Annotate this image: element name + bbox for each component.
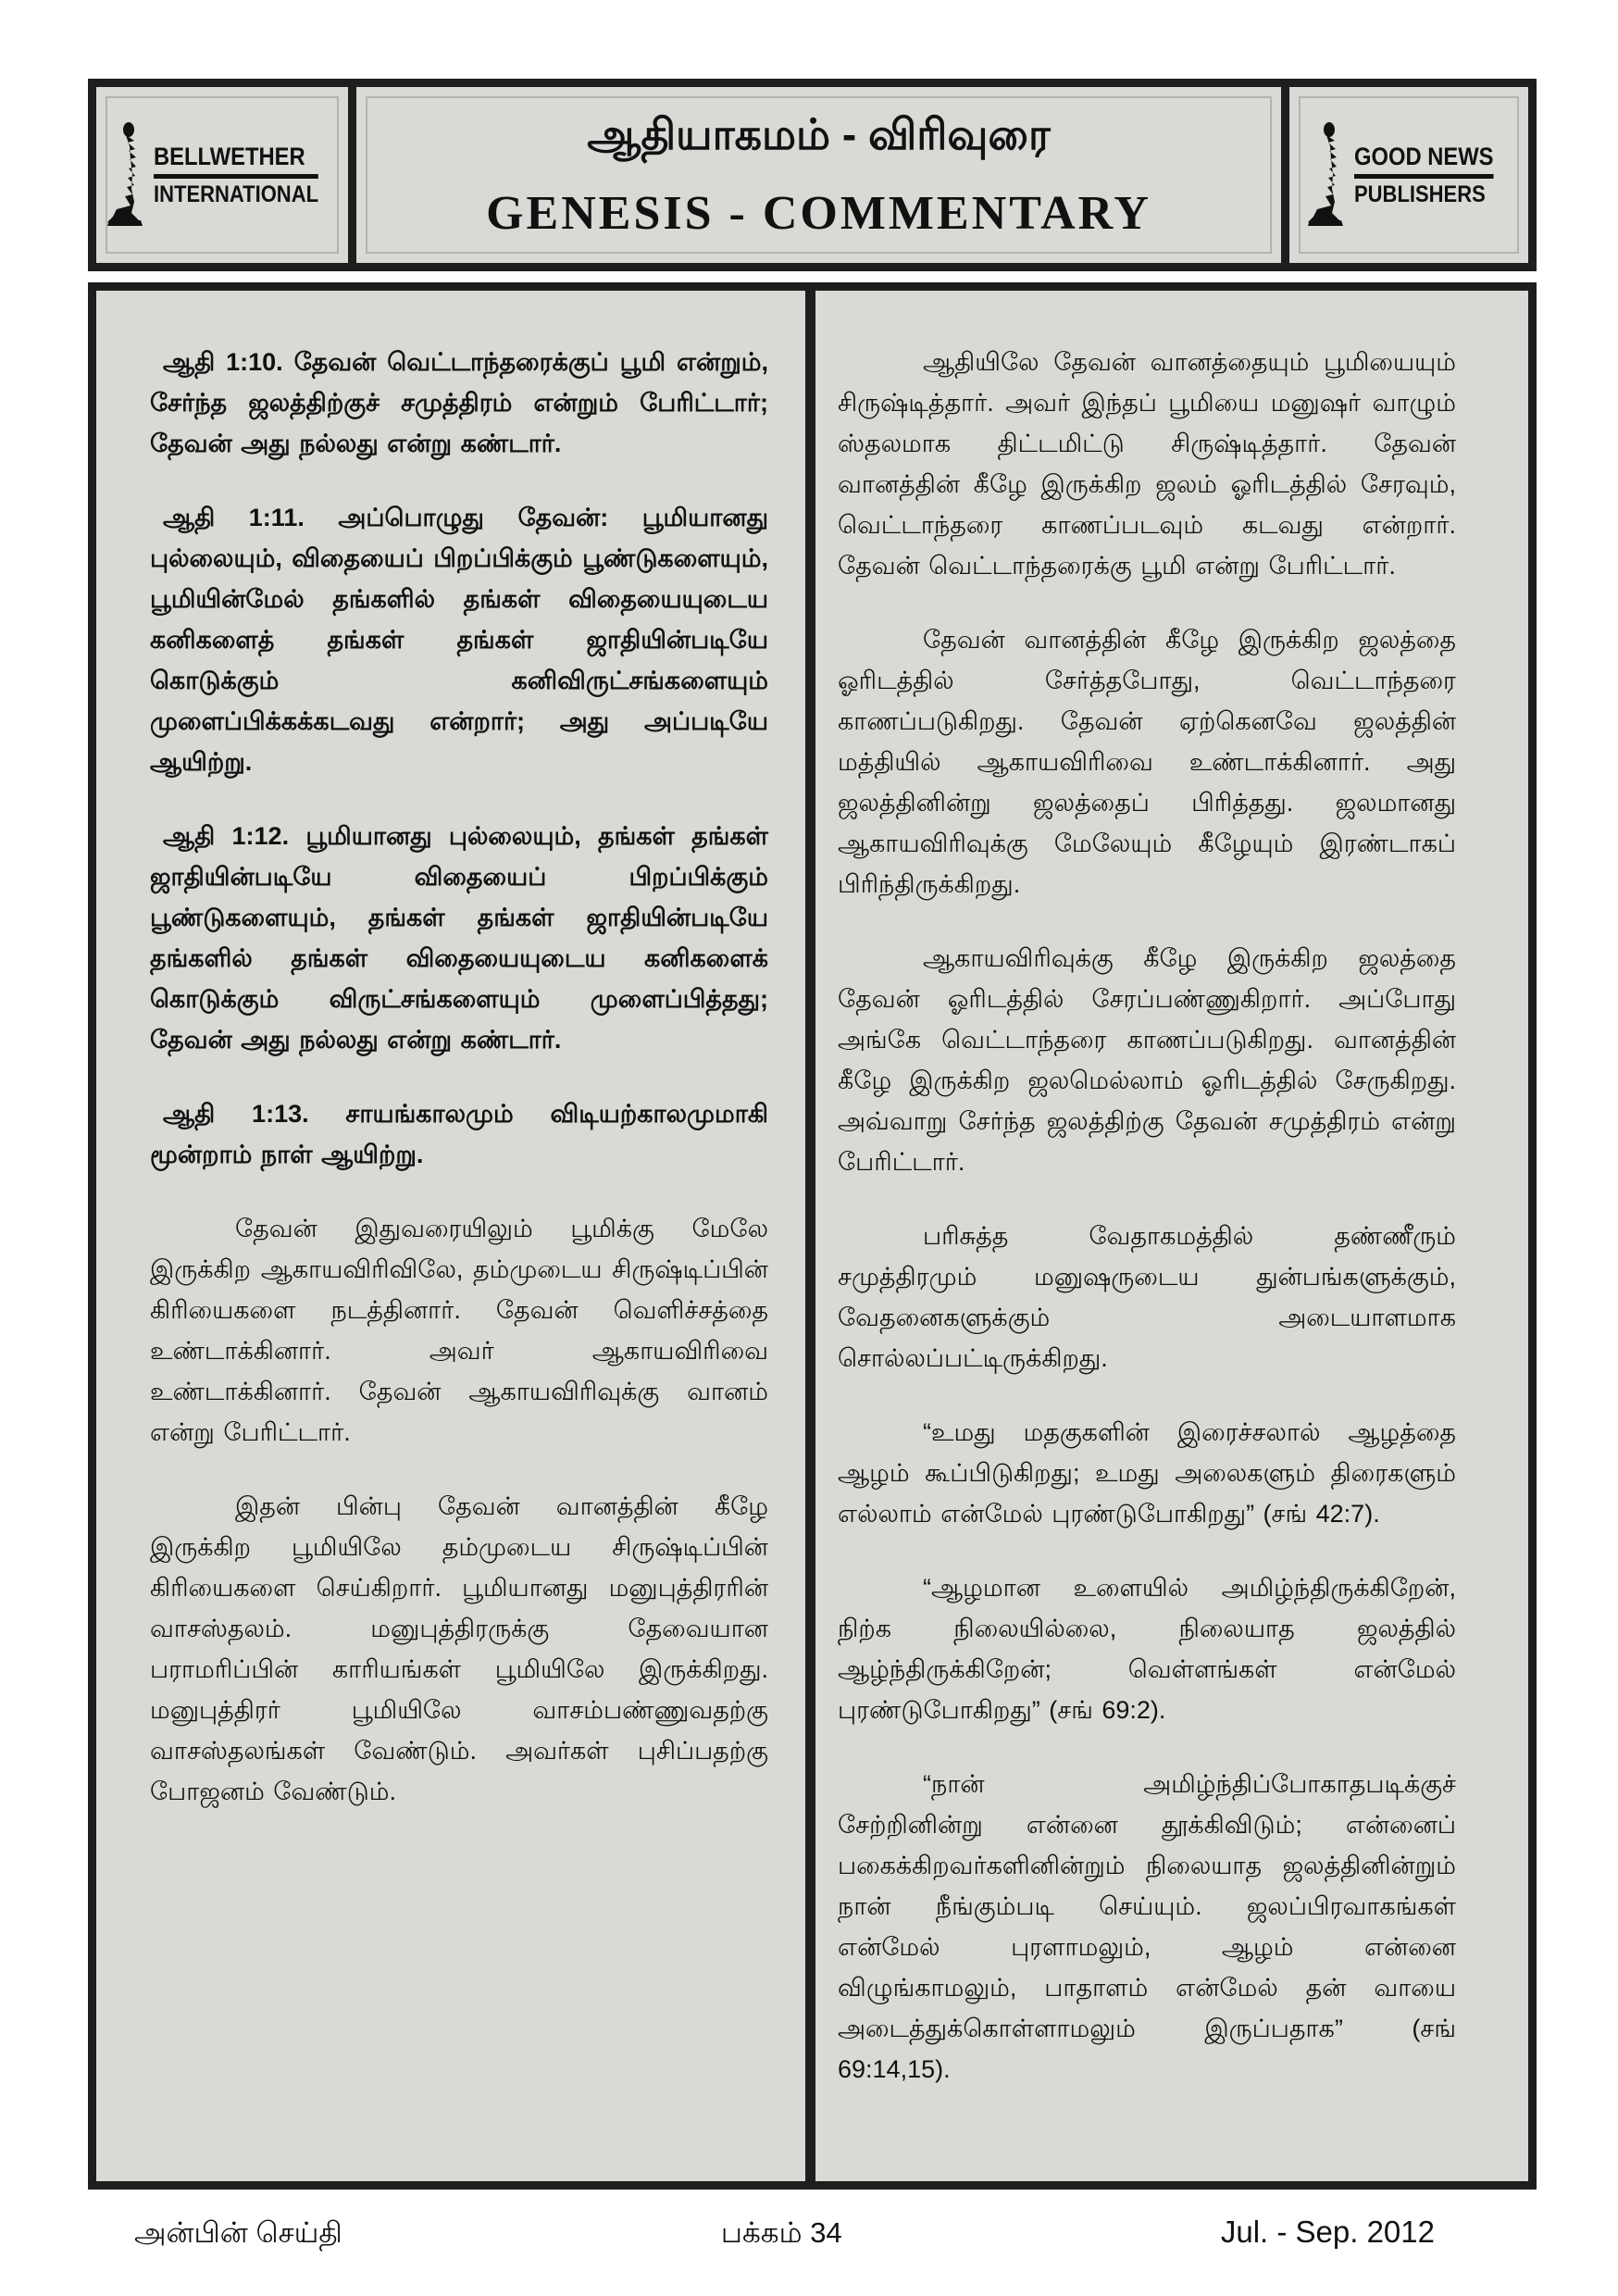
- footer-page-number: பக்கம் 34: [720, 2216, 842, 2249]
- bellwether-logo-line1: BELLWETHER: [154, 143, 318, 179]
- right-column: [815, 291, 1528, 2181]
- masthead: [356, 87, 1281, 263]
- paragraph: “ஆழமான உளையில் அமிழ்ந்திருக்கிறேன், நிற்க நிலையில்லை, நிலையாத ஜலத்தில் ஆழ்ந்திருக்கிறேன்; வெள்ளங்கள் என்மேல் புரண்டுபோகிறது” (சங் 69:2).: [838, 1574, 1456, 1724]
- good-news-figure-icon: [1304, 120, 1347, 230]
- good-news-logo-line2: PUBLISHERS: [1354, 181, 1487, 207]
- header: [88, 79, 1537, 271]
- left-column: [96, 291, 805, 2181]
- commentary-body: [88, 282, 1537, 2190]
- column-divider: [805, 291, 815, 2181]
- good-news-logo-line1: GOOD NEWS: [1354, 143, 1493, 179]
- footer-date-range: Jul. - Sep. 2012: [1220, 2215, 1435, 2249]
- paragraph: ஆதி 1:13. சாயங்காலமும் விடியற்காலமுமாகி மூன்றாம் நாள் ஆயிற்று.: [150, 1100, 768, 1168]
- paragraph: ஆகாயவிரிவுக்கு கீழே இருக்கிற ஜலத்தை தேவன் ஓரிடத்தில் சேரப்பண்ணுகிறார். அப்போது அங்கே வெட்டாந்தரை காணப்படுகிறது. வானத்தின் கீழே இருக்கிற ஜலமெல்லாம் ஓரிடத்தில் சேருகிறது. அவ்வாறு சேர்ந்த ஜலத்திற்கு தேவன் சமுத்திரம் என்று பேரிட்டார்.: [838, 944, 1456, 1176]
- bellwether-logo-inner: [104, 120, 341, 230]
- good-news-logo: [1289, 87, 1528, 263]
- bellwether-logo-line2: INTERNATIONAL: [153, 181, 318, 207]
- bellwether-logo: [96, 87, 348, 263]
- paragraph: ஆதி 1:10. தேவன் வெட்டாந்தரைக்குப் பூமி என்றும், சேர்ந்த ஜலத்திற்குச் சமுத்திரம் என்றும் பேரிட்டார்; தேவன் அது நல்லது என்று கண்டார்.: [150, 348, 768, 457]
- paragraph: பரிசுத்த வேதாகமத்தில் தண்ணீரும் சமுத்திரமும் மனுஷருடைய துன்பங்களுக்கும், வேதனைகளுக்கும் அடையாளமாக சொல்லப்பட்டிருக்கிறது.: [838, 1222, 1456, 1372]
- bellwether-figure-icon: [104, 120, 146, 230]
- paragraph: “உமது மதகுகளின் இரைச்சலால் ஆழத்தை ஆழம் கூப்பிடுகிறது; உமது அலைகளும் திரைகளும் எல்லாம் என்மேல் புரண்டுபோகிறது” (சங் 42:7).: [838, 1418, 1456, 1528]
- paragraph: ஆதியிலே தேவன் வானத்தையும் பூமியையும் சிருஷ்டித்தார். அவர் இந்தப் பூமியை மனுஷர் வாழும் ஸ்தலமாக திட்டமிட்டு சிருஷ்டித்தார். தேவன் வானத்தின் கீழே இருக்கிற ஜலம் ஓரிடத்தில் சேரவும், வெட்டாந்தரை காணப்படவும் கடவது என்றார். தேவன் வெட்டாந்தரைக்கு பூமி என்று பேரிட்டார்.: [838, 348, 1456, 580]
- paragraph: இதன் பின்பு தேவன் வானத்தின் கீழே இருக்கிற பூமியிலே தம்முடைய சிருஷ்டிப்பின் கிரியைகளை செய்கிறார். பூமியானது மனுபுத்திரரின் வாசஸ்தலம். மனுபுத்திரருக்கு தேவையான பராமரிப்பின் காரியங்கள் பூமியிலே இருக்கிறது. மனுபுத்திரர் பூமியிலே வாசம்பண்ணுவதற்கு வாசஸ்தலங்கள் வேண்டும். அவர்கள் புசிப்பதற்கு போஜனம் வேண்டும்.: [150, 1492, 768, 1805]
- paragraph: ஆதி 1:12. பூமியானது புல்லையும், தங்கள் தங்கள் ஜாதியின்படியே விதையைப் பிறப்பிக்கும் பூண்டுகளையும், தங்கள் தங்கள் ஜாதியின்படியே தங்களில் தங்கள் விதையையுடைய கனிகளைக் கொடுக்கும் விருட்சங்களையும் முளைப்பித்தது; தேவன் அது நல்லது என்று கண்டார்.: [150, 822, 768, 1054]
- paragraph: “நான் அமிழ்ந்திப்போகாதபடிக்குச் சேற்றினின்று என்னை தூக்கிவிடும்; என்னைப் பகைக்கிறவர்களினின்றும் நிலையாத ஜலத்தினின்றும் நான் நீங்கும்படி செய்யும். ஜலப்பிரவாகங்கள் என்மேல் புரளாமலும், ஆழம் என்னை விழுங்காமலும், பாதாளம் என்மேல் தன் வாயை அடைத்துக்கொள்ளாமலும் இருப்பதாக” (சங் 69:14,15).: [838, 1770, 1456, 2083]
- good-news-logo-inner: [1304, 120, 1512, 230]
- paragraph: ஆதி 1:11. அப்பொழுது தேவன்: பூமியானது புல்லையும், விதையைப் பிறப்பிக்கும் பூண்டுகளையும், பூமியின்மேல் தங்களில் தங்கள் விதையையுடைய கனிகளைத் தங்கள் தங்கள் ஜாதியின்படியே கொடுக்கும் கனிவிருட்சங்களையும் முளைப்பிக்கக்கடவது என்றார்; அது அப்படியே ஆயிற்று.: [150, 504, 768, 776]
- page-title-tamil: ஆதியாகமம் - விரிவுரை: [587, 110, 1051, 158]
- paragraph: தேவன் இதுவரையிலும் பூமிக்கு மேலே இருக்கிற ஆகாயவிரிவிலே, தம்முடைய சிருஷ்டிப்பின் கிரியைகளை நடத்தினார். தேவன் வெளிச்சத்தை உண்டாக்கினார். அவர் ஆகாயவிரிவை உண்டாக்கினார். தேவன் ஆகாயவிரிவுக்கு வானம் என்று பேரிட்டார்.: [150, 1215, 768, 1446]
- paragraph: தேவன் வானத்தின் கீழே இருக்கிற ஜலத்தை ஓரிடத்தில் சேர்த்தபோது, வெட்டாந்தரை காணப்படுகிறது. தேவன் ஏற்கெனவே ஜலத்தின் மத்தியில் ஆகாயவிரிவை உண்டாக்கினார். அது ஜலத்தினின்று ஜலத்தைப் பிரித்தது. ஜலமானது ஆகாயவிரிவுக்கு மேலேயும் கீழேயும் இரண்டாகப் பிரிந்திருக்கிறது.: [838, 626, 1456, 898]
- footer: [88, 2215, 1537, 2253]
- footer-publication-name: அன்பின் செய்தி: [134, 2216, 342, 2249]
- page-title-english: GENESIS - COMMENTARY: [486, 187, 1151, 240]
